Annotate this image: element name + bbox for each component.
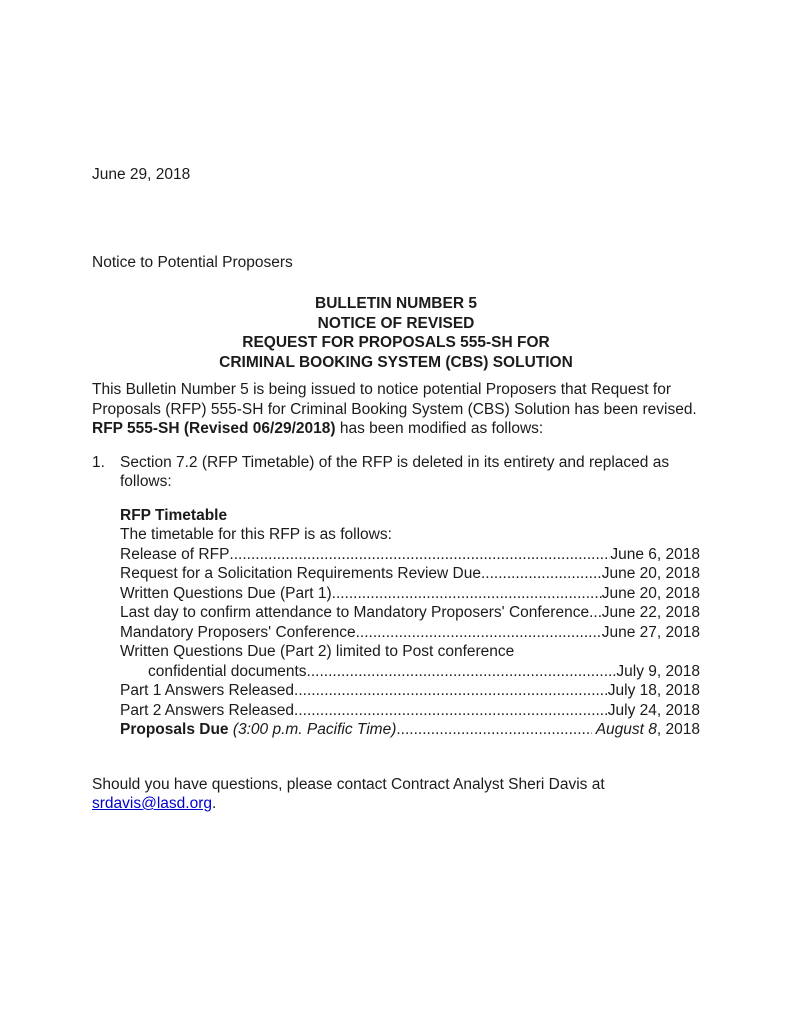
bulletin-header	[92, 294, 700, 372]
proposals-due-year: , 2018	[656, 721, 700, 738]
letter-date: June 29, 2018	[92, 166, 191, 183]
timetable-label: Last day to confirm attendance to Mandatory Proposers' Conference	[120, 604, 590, 621]
timetable-label: Written Questions Due (Part 1)	[120, 584, 332, 602]
timetable-intro: The timetable for this RFP is as follows:	[120, 526, 392, 543]
timetable-date: June 20, 2018	[601, 565, 700, 582]
bulletin-title-line-4: CRIMINAL BOOKING SYSTEM (CBS) SOLUTION	[219, 353, 573, 371]
dot-leader	[481, 564, 602, 584]
timetable-row	[120, 623, 700, 643]
dot-leader	[332, 584, 602, 604]
timetable-row	[120, 681, 700, 701]
timetable-label: Mandatory Proposers' Conference	[120, 623, 356, 641]
dot-leader	[229, 545, 610, 565]
dot-leader	[589, 603, 602, 623]
timetable-row	[120, 564, 700, 584]
timetable-date: June 27, 2018	[601, 623, 700, 641]
timetable-date: June 22, 2018	[601, 604, 700, 621]
timetable-date	[592, 720, 700, 740]
timetable-label-line1: Written Questions Due (Part 2) limited to Post conference	[120, 643, 515, 660]
list-item-text: Section 7.2 (RFP Timetable) of the RFP is deleted in its entirety and replaced as follows:	[120, 453, 670, 490]
dot-leader	[294, 681, 608, 701]
timetable-row-wrapped	[120, 642, 700, 681]
email-link[interactable]: srdavis@lasd.org	[92, 795, 212, 812]
proposals-due-label: Proposals Due	[120, 721, 229, 738]
timetable-label: Part 2 Answers Released	[120, 701, 295, 719]
list-item-number: 1.	[92, 453, 105, 471]
proposals-due-time: (3:00 p.m. Pacific Time)	[228, 721, 397, 738]
timetable-row	[120, 584, 700, 604]
timetable-label: Part 1 Answers Released	[120, 682, 295, 699]
timetable-label	[120, 720, 396, 740]
timetable-date: June 20, 2018	[601, 584, 700, 602]
closing-text: Should you have questions, please contact Contract Analyst Sheri Davis at	[92, 775, 605, 793]
timetable-label-line2: confidential documents	[148, 662, 307, 680]
timetable-label: Release of RFP	[120, 545, 230, 563]
timetable-date: July 24, 2018	[607, 701, 700, 719]
bulletin-title-line-1: BULLETIN NUMBER 5	[315, 295, 477, 312]
timetable-row	[120, 701, 700, 721]
intro-text-bold: RFP 555-SH (Revised 06/29/2018)	[92, 420, 336, 437]
timetable-date: July 9, 2018	[616, 662, 700, 680]
dot-leader	[396, 720, 591, 740]
timetable-heading: RFP Timetable	[120, 506, 228, 524]
timetable-row	[120, 603, 700, 623]
timetable-row	[120, 545, 700, 565]
list-item-1	[92, 453, 700, 492]
salutation: Notice to Potential Proposers	[92, 253, 293, 271]
dot-leader	[307, 662, 617, 682]
bulletin-title-line-2: NOTICE OF REVISED	[317, 314, 475, 332]
intro-text-before: This Bulletin Number 5 is being issued to notice potential Proposers that Request for Proposals (RFP) 555-SH for Criminal Booking System (CBS) Solution has been revised.	[92, 381, 706, 418]
dot-leader	[356, 623, 602, 643]
timetable-row-proposals-due	[120, 720, 700, 740]
timetable-date: June 6, 2018	[610, 545, 700, 563]
timetable-label: Request for a Solicitation Requirements Review Due	[120, 565, 481, 582]
intro-text-after: has been modified as follows:	[335, 420, 544, 437]
closing-period: .	[211, 795, 217, 812]
bulletin-title-line-3: REQUEST FOR PROPOSALS 555-SH FOR	[242, 334, 550, 351]
timetable-date: July 18, 2018	[607, 682, 700, 699]
rfp-timetable	[120, 506, 700, 740]
proposals-due-date: August 8	[595, 721, 657, 738]
intro-paragraph	[92, 380, 706, 439]
closing-paragraph	[92, 775, 700, 814]
dot-leader	[294, 701, 608, 721]
timetable-row	[148, 662, 700, 682]
